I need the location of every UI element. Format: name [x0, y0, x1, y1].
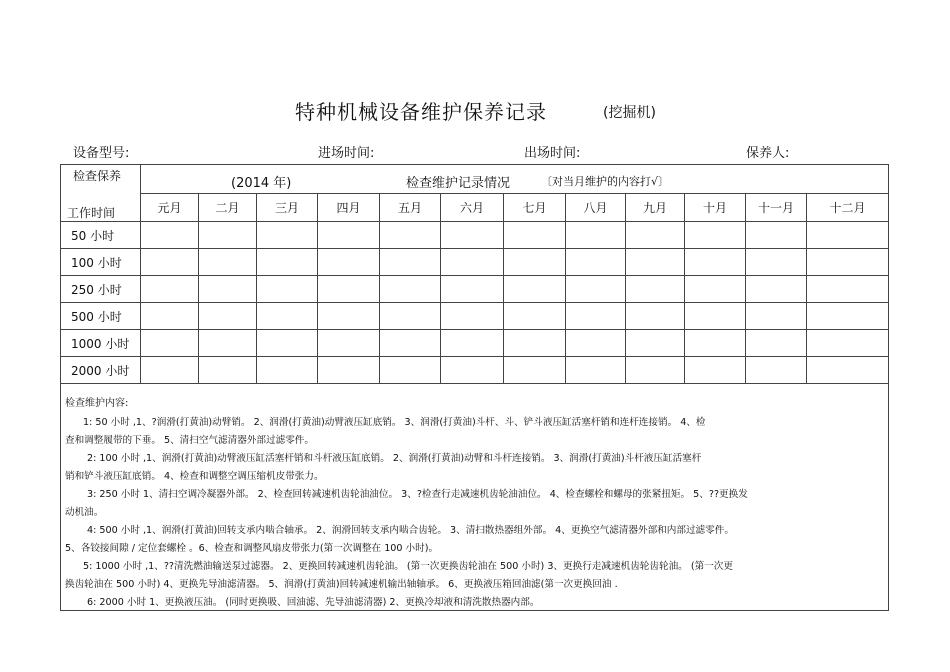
- check-cell[interactable]: [318, 276, 380, 303]
- check-cell[interactable]: [626, 330, 685, 357]
- page-title: 特种机械设备维护保养记录: [295, 100, 547, 124]
- check-cell[interactable]: [685, 249, 746, 276]
- check-cell[interactable]: [441, 249, 504, 276]
- check-cell[interactable]: [566, 303, 626, 330]
- check-cell[interactable]: [807, 303, 889, 330]
- month-header: 六月: [441, 194, 504, 222]
- check-cell[interactable]: [141, 330, 199, 357]
- interval-label: 250 小时: [61, 276, 141, 303]
- check-cell[interactable]: [504, 303, 566, 330]
- record-title: 检查维护记录情况: [406, 176, 511, 191]
- check-cell[interactable]: [199, 249, 257, 276]
- check-cell[interactable]: [685, 330, 746, 357]
- notes-line: 6: 2000 小时 1、更换液压油。 (同时更换吸、回油滤、先导油滤清器) 2、更换冷却液和清洗散热器内部。: [87, 597, 540, 608]
- check-cell[interactable]: [199, 330, 257, 357]
- month-header: 八月: [566, 194, 626, 222]
- notes-line: 动机油。: [65, 507, 104, 518]
- check-cell[interactable]: [807, 249, 889, 276]
- month-header: 十二月: [807, 194, 889, 222]
- notes-line: 5: 1000 小时 ,1、??清洗燃油输送泵过滤器。 2、更换回转减速机齿轮油。 (第一次更换齿轮油在 500 小时) 3、更换行走减速机齿轮齿轮油。 (第一次更: [83, 561, 733, 572]
- entry-time-label: 进场时间:: [318, 146, 375, 161]
- record-header-cell: [141, 165, 889, 194]
- notes-line: 4: 500 小时 ,1、润滑(打黄油)回转支承内啮合轴承。 2、润滑回转支承内啮合齿轮。 3、清扫散热器组外部。 4、更换空气滤清器外部和内部过滤零件。: [87, 525, 734, 536]
- check-cell[interactable]: [626, 222, 685, 249]
- check-cell[interactable]: [746, 330, 807, 357]
- model-label: 设备型号:: [73, 146, 130, 161]
- check-cell[interactable]: [685, 222, 746, 249]
- check-cell[interactable]: [318, 249, 380, 276]
- check-cell[interactable]: [504, 330, 566, 357]
- month-header: 十一月: [746, 194, 807, 222]
- header-inspection-cell: [61, 165, 141, 222]
- header-worktime-label: 工作时间: [67, 206, 116, 220]
- check-cell[interactable]: [380, 357, 441, 384]
- month-header: 五月: [380, 194, 441, 222]
- check-cell[interactable]: [141, 222, 199, 249]
- header-inspection-label: 检查保养: [73, 169, 122, 183]
- check-cell[interactable]: [380, 276, 441, 303]
- check-cell[interactable]: [807, 330, 889, 357]
- check-cell[interactable]: [566, 330, 626, 357]
- interval-label: 50 小时: [61, 222, 141, 249]
- check-cell[interactable]: [566, 249, 626, 276]
- check-cell[interactable]: [566, 222, 626, 249]
- check-cell[interactable]: [685, 303, 746, 330]
- check-cell[interactable]: [257, 357, 318, 384]
- year-label: (2014 年): [231, 176, 292, 191]
- check-cell[interactable]: [626, 249, 685, 276]
- check-cell[interactable]: [141, 276, 199, 303]
- month-header: 七月: [504, 194, 566, 222]
- check-cell[interactable]: [257, 303, 318, 330]
- check-cell[interactable]: [141, 303, 199, 330]
- check-cell[interactable]: [380, 249, 441, 276]
- check-cell[interactable]: [257, 222, 318, 249]
- notes-line: 销和铲斗液压缸底销。 4、检查和调整空调压缩机皮带张力。: [65, 471, 324, 482]
- month-header: 十月: [685, 194, 746, 222]
- check-cell[interactable]: [504, 222, 566, 249]
- notes-line: 2: 100 小时 ,1、润滑(打黄油)动臂液压缸活塞杆销和斗杆液压缸底销。 2、润滑(打黄油)动臂和斗杆连接销。 3、润滑(打黄油)斗杆液压缸活塞杆: [87, 453, 702, 464]
- month-header: 元月: [141, 194, 199, 222]
- record-note: 〔对当月维护的内容打√〕: [541, 175, 670, 188]
- check-cell[interactable]: [199, 357, 257, 384]
- interval-label: 1000 小时: [61, 330, 141, 357]
- check-cell[interactable]: [441, 222, 504, 249]
- check-cell[interactable]: [441, 303, 504, 330]
- month-header: 九月: [626, 194, 685, 222]
- check-cell[interactable]: [504, 357, 566, 384]
- check-cell[interactable]: [566, 276, 626, 303]
- check-cell[interactable]: [626, 276, 685, 303]
- interval-label: 2000 小时: [61, 357, 141, 384]
- check-cell[interactable]: [807, 357, 889, 384]
- check-cell[interactable]: [746, 303, 807, 330]
- check-cell[interactable]: [318, 330, 380, 357]
- check-cell[interactable]: [807, 276, 889, 303]
- check-cell[interactable]: [380, 222, 441, 249]
- check-cell[interactable]: [318, 222, 380, 249]
- month-header: 四月: [318, 194, 380, 222]
- check-cell[interactable]: [199, 222, 257, 249]
- interval-label: 100 小时: [61, 249, 141, 276]
- check-cell[interactable]: [746, 357, 807, 384]
- interval-row: [61, 357, 889, 384]
- notes-line: 5、各铰接间隙 / 定位套螺栓 。6、检查和调整风扇皮带张力(第一次调整在 100 小时)。: [65, 543, 439, 554]
- check-cell[interactable]: [318, 303, 380, 330]
- exit-time-label: 出场时间:: [524, 146, 581, 161]
- check-cell[interactable]: [807, 222, 889, 249]
- page-subtitle: (挖掘机): [603, 105, 656, 121]
- interval-row: [61, 303, 889, 330]
- notes-heading: 检查维护内容:: [65, 398, 129, 409]
- check-cell[interactable]: [380, 303, 441, 330]
- check-cell[interactable]: [685, 276, 746, 303]
- check-cell[interactable]: [441, 330, 504, 357]
- notes-line: 3: 250 小时 1、清扫空调冷凝器外部。 2、检查回转减速机齿轮油油位。 3、?检查行走减速机齿轮油油位。 4、检查螺栓和螺母的张紧扭矩。 5、??更换发: [87, 489, 748, 500]
- interval-row: [61, 276, 889, 303]
- maintainer-label: 保养人:: [746, 146, 790, 161]
- check-cell[interactable]: [566, 357, 626, 384]
- interval-row: [61, 330, 889, 357]
- check-cell[interactable]: [746, 249, 807, 276]
- check-cell[interactable]: [318, 357, 380, 384]
- month-header: 二月: [199, 194, 257, 222]
- interval-row: [61, 249, 889, 276]
- check-cell[interactable]: [141, 357, 199, 384]
- maintenance-table: [60, 164, 889, 611]
- check-cell[interactable]: [746, 222, 807, 249]
- check-cell[interactable]: [199, 303, 257, 330]
- check-cell[interactable]: [441, 276, 504, 303]
- interval-label: 500 小时: [61, 303, 141, 330]
- check-cell[interactable]: [626, 303, 685, 330]
- notes-line: 查和调整履带的下垂。 5、清扫空气滤清器外部过滤零件。: [65, 435, 314, 446]
- check-cell[interactable]: [257, 330, 318, 357]
- check-cell[interactable]: [380, 330, 441, 357]
- notes-line: 1: 50 小时 ,1、?润滑(打黄油)动臂销。 2、润滑(打黄油)动臂液压缸底销。 3、润滑(打黄油)斗杆、斗、铲斗液压缸活塞杆销和连杆连接销。 4、检: [83, 417, 706, 428]
- check-cell[interactable]: [257, 276, 318, 303]
- notes-cell: [61, 384, 889, 611]
- check-cell[interactable]: [746, 276, 807, 303]
- notes-line: 换齿轮油在 500 小时) 4、更换先导油滤清器。 5、润滑(打黄油)回转减速机输出轴轴承。 6、更换液压箱回油滤(第一次更换回油 .: [65, 579, 618, 590]
- check-cell[interactable]: [685, 357, 746, 384]
- check-cell[interactable]: [441, 357, 504, 384]
- check-cell[interactable]: [257, 249, 318, 276]
- check-cell[interactable]: [504, 276, 566, 303]
- check-cell[interactable]: [141, 249, 199, 276]
- check-cell[interactable]: [199, 276, 257, 303]
- check-cell[interactable]: [504, 249, 566, 276]
- check-cell[interactable]: [626, 357, 685, 384]
- interval-row: [61, 222, 889, 249]
- month-header: 三月: [257, 194, 318, 222]
